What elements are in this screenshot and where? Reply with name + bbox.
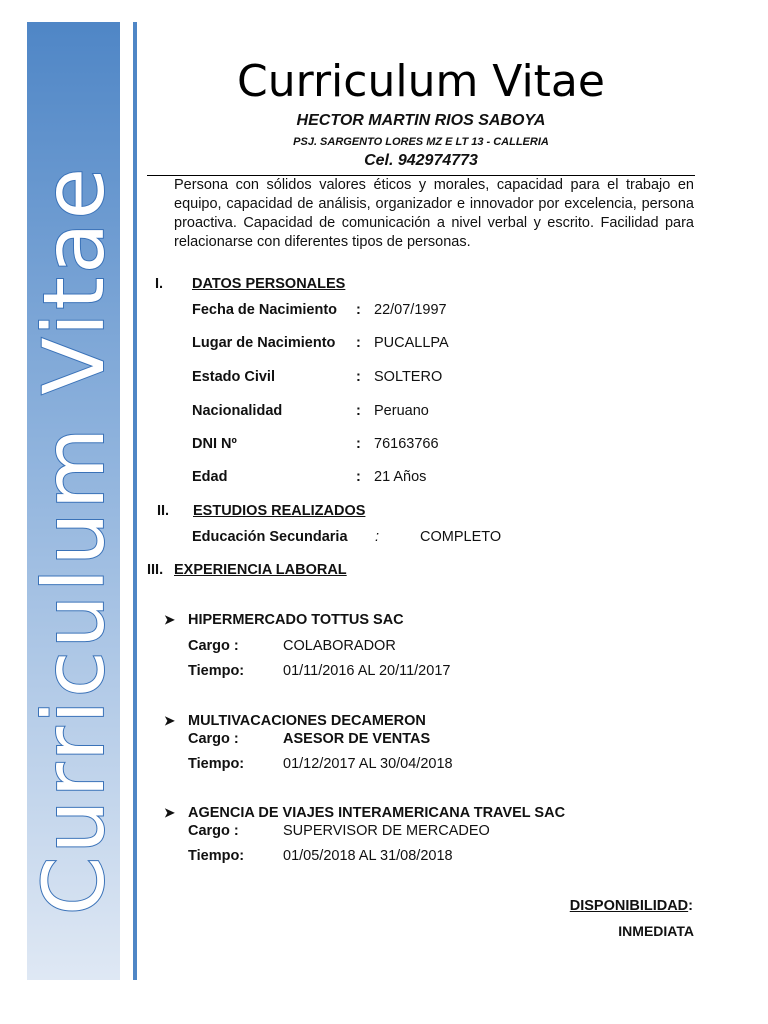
job-company — [164, 713, 426, 729]
field-value: SOLTERO — [374, 369, 443, 385]
cargo-label: Cargo : — [188, 823, 239, 839]
arrow-bullet-icon: ➤ — [164, 713, 175, 728]
field-colon: : — [356, 403, 361, 419]
company-name: HIPERMERCADO TOTTUS SAC — [188, 612, 404, 628]
page-title: Curriculum Vitae — [237, 56, 605, 107]
field-colon: : — [356, 369, 361, 385]
profile-summary: Persona con sólidos valores éticos y morales, capacidad para el trabajo en equipo, capacidad de análisis, organizador e innovador por excelencia, persona proactiva. Capacidad de comunicación a nivel verbal y escrito. Facilidad para relacionarse con diferentes tipos de personas. — [174, 177, 694, 250]
section-number: II. — [157, 503, 170, 519]
cargo-value: ASESOR DE VENTAS — [283, 731, 431, 747]
field-colon: : — [375, 529, 380, 545]
field-label: Educación Secundaria — [192, 529, 348, 545]
arrow-bullet-icon: ➤ — [164, 805, 175, 820]
candidate-name: HECTOR MARTIN RIOS SABOYA — [296, 112, 546, 129]
job-company — [164, 805, 565, 821]
tiempo-label: Tiempo: — [188, 848, 245, 864]
field-value: PUCALLPA — [374, 335, 449, 351]
cargo-value: SUPERVISOR DE MERCADEO — [283, 823, 490, 839]
arrow-bullet-icon: ➤ — [164, 612, 175, 627]
tiempo-label: Tiempo: — [188, 756, 245, 772]
field-label: Nacionalidad — [192, 403, 283, 419]
tiempo-value: 01/05/2018 AL 31/08/2018 — [283, 848, 453, 864]
field-label: Fecha de Nacimiento — [192, 302, 338, 318]
section-title: ESTUDIOS REALIZADOS — [193, 503, 366, 519]
field-value: 76163766 — [374, 436, 439, 452]
availability-value: INMEDIATA — [618, 923, 694, 939]
field-label: Estado Civil — [192, 369, 275, 385]
field-value: 22/07/1997 — [374, 302, 447, 318]
cargo-value: COLABORADOR — [283, 638, 396, 654]
field-value: Peruano — [374, 403, 429, 419]
company-name: MULTIVACACIONES DECAMERON — [188, 713, 426, 729]
cargo-label: Cargo : — [188, 638, 239, 654]
candidate-phone: Cel. 942974773 — [364, 152, 478, 169]
field-value: COMPLETO — [420, 529, 502, 545]
field-label: Edad — [192, 469, 228, 485]
tiempo-value: 01/12/2017 AL 30/04/2018 — [283, 756, 453, 772]
field-colon: : — [356, 436, 361, 452]
sidebar-vertical-title: Curriculum Vitae — [25, 164, 123, 916]
section-number: III. — [147, 562, 164, 578]
availability-label-text: DISPONIBILIDAD — [569, 898, 689, 914]
job-company — [164, 612, 404, 628]
section-number: I. — [155, 276, 164, 292]
tiempo-value: 01/11/2016 AL 20/11/2017 — [283, 663, 451, 679]
availability-colon: : — [688, 898, 693, 914]
field-colon: : — [356, 302, 361, 318]
candidate-address: PSJ. SARGENTO LORES MZ E LT 13 - CALLERIA — [293, 136, 549, 148]
field-colon: : — [356, 335, 361, 351]
company-name: AGENCIA DE VIAJES INTERAMERICANA TRAVEL SAC — [188, 805, 566, 821]
tiempo-label: Tiempo: — [188, 663, 245, 679]
cargo-label: Cargo : — [188, 731, 239, 747]
field-value: 21 Años — [374, 469, 427, 485]
field-colon: : — [356, 469, 361, 485]
sidebar-divider — [133, 22, 137, 980]
section-title: EXPERIENCIA LABORAL — [174, 562, 347, 578]
field-label: DNI Nº — [192, 436, 237, 452]
section-title: DATOS PERSONALES — [192, 276, 346, 292]
availability-label — [570, 898, 693, 914]
field-label: Lugar de Nacimiento — [192, 335, 336, 351]
